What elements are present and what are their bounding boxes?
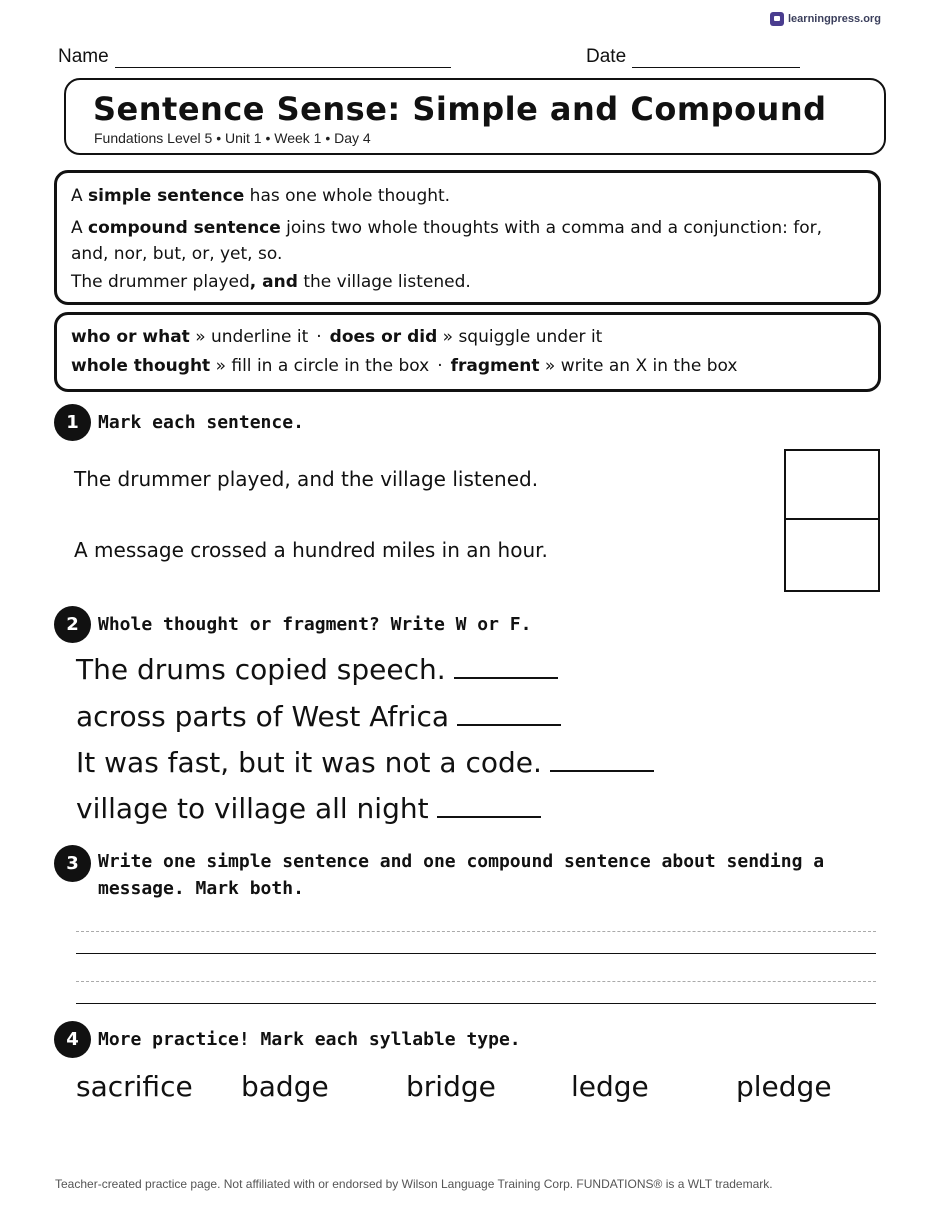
date-line[interactable] (632, 49, 800, 68)
book-icon (770, 12, 784, 26)
date-field[interactable] (586, 46, 800, 68)
brand-label: learningpress.org (788, 13, 881, 25)
name-line[interactable] (115, 49, 451, 68)
syllable-word: pledge (736, 1070, 832, 1103)
writing-line[interactable] (76, 1003, 876, 1004)
section-3-heading (54, 845, 838, 902)
compound-definition: A compound sentence joins two whole thoughts with a comma and a conjunction: for, and, nor, but, or, yet, so. (71, 218, 823, 264)
brand-link[interactable] (770, 12, 881, 26)
section-number: 4 (54, 1021, 91, 1058)
section-4-heading (54, 1021, 521, 1058)
answer-blank[interactable] (457, 704, 561, 726)
footer-disclaimer: Teacher-created practice page. Not affiliated with or endorsed by Wilson Language Training Corp. FUNDATIONS® is a WLT trademark. (55, 1177, 773, 1191)
answer-blank[interactable] (550, 750, 654, 772)
section-label: Write one simple sentence and one compound sentence about sending a message. Mark both. (98, 851, 825, 899)
simple-definition: A simple sentence has one whole thought. (71, 186, 451, 206)
definition-box (54, 170, 881, 305)
fragment-item-4: village to village all night (76, 792, 541, 825)
syllable-word: bridge (406, 1070, 496, 1103)
name-label: Name (58, 46, 109, 67)
date-label: Date (586, 46, 627, 67)
page-title: Sentence Sense: Simple and Compound (93, 90, 827, 128)
sentence-1: The drummer played, and the village listened. (74, 467, 539, 491)
syllable-word: sacrifice (76, 1070, 193, 1103)
mark-box-2[interactable] (784, 520, 880, 592)
writing-guide-line (76, 931, 876, 932)
section-label: Whole thought or fragment? Write W or F. (98, 614, 532, 635)
key-line-2: whole thought » fill in a circle in the box · fragment » write an X in the box (71, 356, 738, 376)
fragment-item-1: The drums copied speech. (76, 653, 558, 686)
fragment-item-2: across parts of West Africa (76, 700, 561, 733)
syllable-word: badge (241, 1070, 329, 1103)
section-label: Mark each sentence. (98, 412, 304, 433)
key-line-1: who or what » underline it · does or did » squiggle under it (71, 327, 603, 347)
section-label: More practice! Mark each syllable type. (98, 1029, 521, 1050)
fragment-item-3: It was fast, but it was not a code. (76, 746, 654, 779)
answer-blank[interactable] (437, 796, 541, 818)
writing-line[interactable] (76, 953, 876, 954)
syllable-word: ledge (571, 1070, 649, 1103)
section-2-heading (54, 606, 531, 643)
section-number: 1 (54, 404, 91, 441)
section-number: 3 (54, 845, 91, 882)
title-box (64, 78, 886, 155)
marking-key-box (54, 312, 881, 392)
answer-blank[interactable] (454, 657, 558, 679)
writing-guide-line (76, 981, 876, 982)
section-number: 2 (54, 606, 91, 643)
section-1-heading (54, 404, 304, 441)
mark-box-1[interactable] (784, 449, 880, 520)
page-subtitle: Fundations Level 5 • Unit 1 • Week 1 • Day 4 (94, 130, 371, 146)
example-sentence: The drummer played, and the village listened. (71, 272, 471, 292)
name-field[interactable] (58, 46, 451, 68)
sentence-2: A message crossed a hundred miles in an hour. (74, 538, 548, 562)
